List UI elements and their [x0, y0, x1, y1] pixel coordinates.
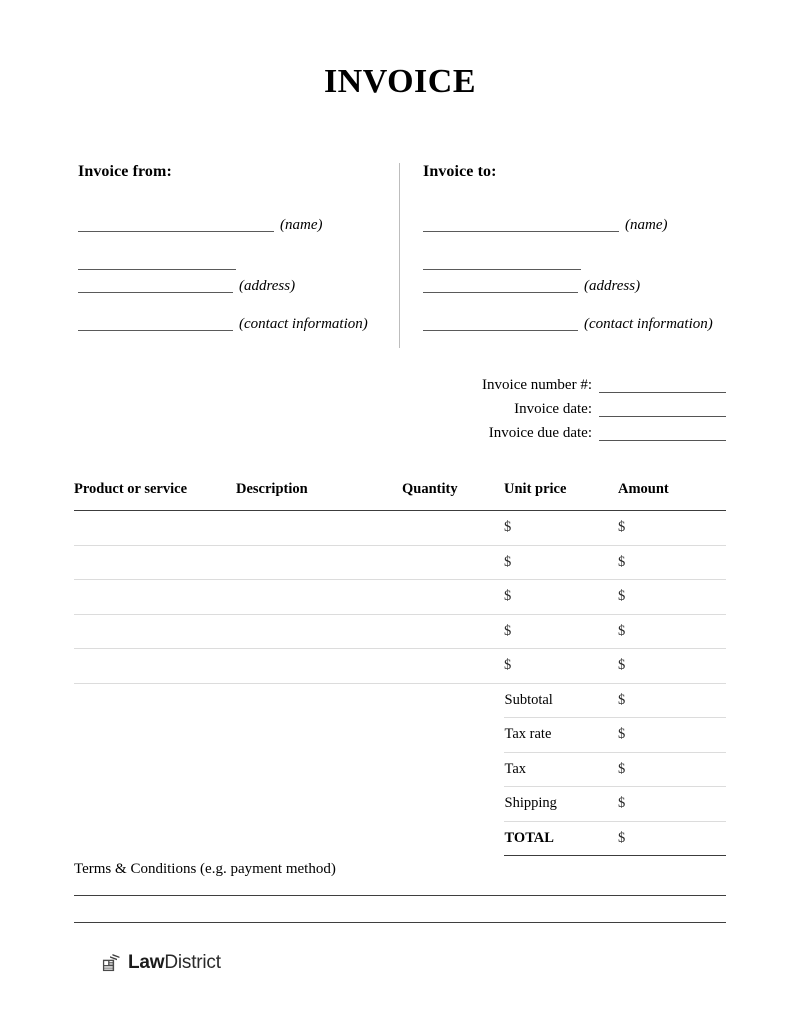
column-header-amount: Amount — [618, 481, 726, 511]
spacer-cell — [74, 787, 236, 822]
invoice-to-address-hint: (address) — [584, 278, 641, 294]
cell-unit-price[interactable]: $ — [504, 649, 618, 684]
invoice-from-address-line2-input[interactable] — [78, 278, 233, 293]
cell-unit-price[interactable]: $ — [504, 511, 618, 546]
grand-total-value[interactable]: $ — [618, 821, 726, 856]
brand-wordmark — [128, 952, 221, 974]
cell-amount[interactable]: $ — [618, 511, 726, 546]
cell-unit-price[interactable]: $ — [504, 580, 618, 615]
invoice-from-block — [78, 163, 388, 354]
shipping-value[interactable]: $ — [618, 787, 726, 822]
cell-product[interactable] — [74, 580, 236, 615]
spacer-cell — [402, 787, 504, 822]
invoice-to-block — [423, 163, 733, 354]
cell-description[interactable] — [236, 580, 402, 615]
invoice-to-address-line1-input[interactable] — [423, 255, 581, 270]
column-header-quantity: Quantity — [402, 481, 504, 511]
spacer-cell — [236, 787, 402, 822]
cell-unit-price[interactable]: $ — [504, 614, 618, 649]
invoice-date-input[interactable] — [599, 403, 726, 417]
invoice-meta-block — [400, 378, 726, 450]
tax-rate-label: Tax rate — [504, 718, 618, 753]
table-row[interactable] — [74, 649, 726, 684]
terms-input-line-1[interactable] — [74, 894, 726, 896]
cell-product[interactable] — [74, 511, 236, 546]
invoice-to-contact-hint: (contact information) — [584, 316, 713, 332]
footer-brand — [100, 952, 221, 974]
shipping-row — [74, 787, 726, 822]
tax-value[interactable]: $ — [618, 752, 726, 787]
terms-label: Terms & Conditions (e.g. payment method) — [74, 861, 336, 877]
cell-quantity[interactable] — [402, 545, 504, 580]
tax-rate-row — [74, 718, 726, 753]
column-header-product: Product or service — [74, 481, 236, 511]
invoice-due-date-row — [400, 426, 726, 441]
spacer-cell — [74, 821, 236, 856]
spacer-cell — [402, 752, 504, 787]
subtotal-row — [74, 683, 726, 718]
table-row[interactable] — [74, 614, 726, 649]
cell-product[interactable] — [74, 649, 236, 684]
terms-input-line-2[interactable] — [74, 921, 726, 923]
invoice-number-input[interactable] — [599, 379, 726, 393]
spacer-cell — [236, 683, 402, 718]
page-title: INVOICE — [323, 63, 477, 100]
spacer-cell — [236, 752, 402, 787]
invoice-from-name-row — [78, 217, 388, 232]
terms-and-conditions-block — [74, 861, 726, 923]
cell-description[interactable] — [236, 614, 402, 649]
spacer-cell — [236, 718, 402, 753]
invoice-from-address-line1-input[interactable] — [78, 255, 236, 270]
invoice-to-name-hint: (name) — [625, 217, 668, 233]
invoice-from-heading: Invoice from: — [78, 163, 172, 180]
spacer-cell — [74, 752, 236, 787]
table-row[interactable] — [74, 580, 726, 615]
spacer-cell — [402, 718, 504, 753]
invoice-to-contact-input[interactable] — [423, 316, 578, 331]
spacer-cell — [74, 683, 236, 718]
cell-quantity[interactable] — [402, 614, 504, 649]
cell-description[interactable] — [236, 511, 402, 546]
cell-quantity[interactable] — [402, 580, 504, 615]
invoice-from-address-line1-row — [78, 255, 388, 270]
invoice-to-name-row — [423, 217, 733, 232]
subtotal-label: Subtotal — [504, 683, 618, 718]
invoice-from-contact-hint: (contact information) — [239, 316, 368, 332]
shipping-label: Shipping — [504, 787, 618, 822]
tax-rate-value[interactable]: $ — [618, 718, 726, 753]
tax-label: Tax — [504, 752, 618, 787]
invoice-from-contact-input[interactable] — [78, 316, 233, 331]
cell-amount[interactable]: $ — [618, 580, 726, 615]
spacer-cell — [236, 821, 402, 856]
invoice-to-name-input[interactable] — [423, 217, 619, 232]
invoice-to-heading: Invoice to: — [423, 163, 497, 180]
tax-row — [74, 752, 726, 787]
brand-primary-text: Law — [128, 952, 165, 973]
cell-product[interactable] — [74, 545, 236, 580]
cell-amount[interactable]: $ — [618, 614, 726, 649]
stacked-pages-icon — [100, 952, 122, 974]
cell-product[interactable] — [74, 614, 236, 649]
cell-description[interactable] — [236, 649, 402, 684]
cell-quantity[interactable] — [402, 649, 504, 684]
cell-unit-price[interactable]: $ — [504, 545, 618, 580]
subtotal-value[interactable]: $ — [618, 683, 726, 718]
invoice-date-label: Invoice date: — [514, 401, 592, 417]
party-divider — [399, 163, 400, 348]
table-row[interactable] — [74, 545, 726, 580]
spacer-cell — [402, 821, 504, 856]
invoice-from-contact-row — [78, 316, 388, 331]
invoice-date-row — [400, 402, 726, 417]
spacer-cell — [74, 718, 236, 753]
column-header-unit-price: Unit price — [504, 481, 618, 511]
invoice-to-address-line1-row — [423, 255, 733, 270]
table-row[interactable] — [74, 511, 726, 546]
brand-secondary-text: District — [164, 952, 221, 973]
column-header-description: Description — [236, 481, 402, 511]
invoice-due-date-input[interactable] — [599, 427, 726, 441]
spacer-cell — [402, 683, 504, 718]
cell-amount[interactable]: $ — [618, 649, 726, 684]
invoice-from-name-input[interactable] — [78, 217, 274, 232]
cell-amount[interactable]: $ — [618, 545, 726, 580]
grand-total-row — [74, 821, 726, 856]
invoice-from-address-hint: (address) — [239, 278, 296, 294]
grand-total-label: TOTAL — [504, 821, 618, 856]
invoice-from-address-line2-row — [78, 278, 388, 293]
cell-description[interactable] — [236, 545, 402, 580]
invoice-to-address-line2-input[interactable] — [423, 278, 578, 293]
invoice-to-contact-row — [423, 316, 733, 331]
line-items-table — [74, 481, 726, 856]
invoice-due-date-label: Invoice due date: — [488, 425, 592, 441]
invoice-to-address-line2-row — [423, 278, 733, 293]
invoice-number-label: Invoice number #: — [482, 377, 592, 393]
invoice-from-name-hint: (name) — [280, 217, 323, 233]
line-items-body — [74, 511, 726, 856]
table-header-row — [74, 481, 726, 511]
invoice-number-row — [400, 378, 726, 393]
cell-quantity[interactable] — [402, 511, 504, 546]
